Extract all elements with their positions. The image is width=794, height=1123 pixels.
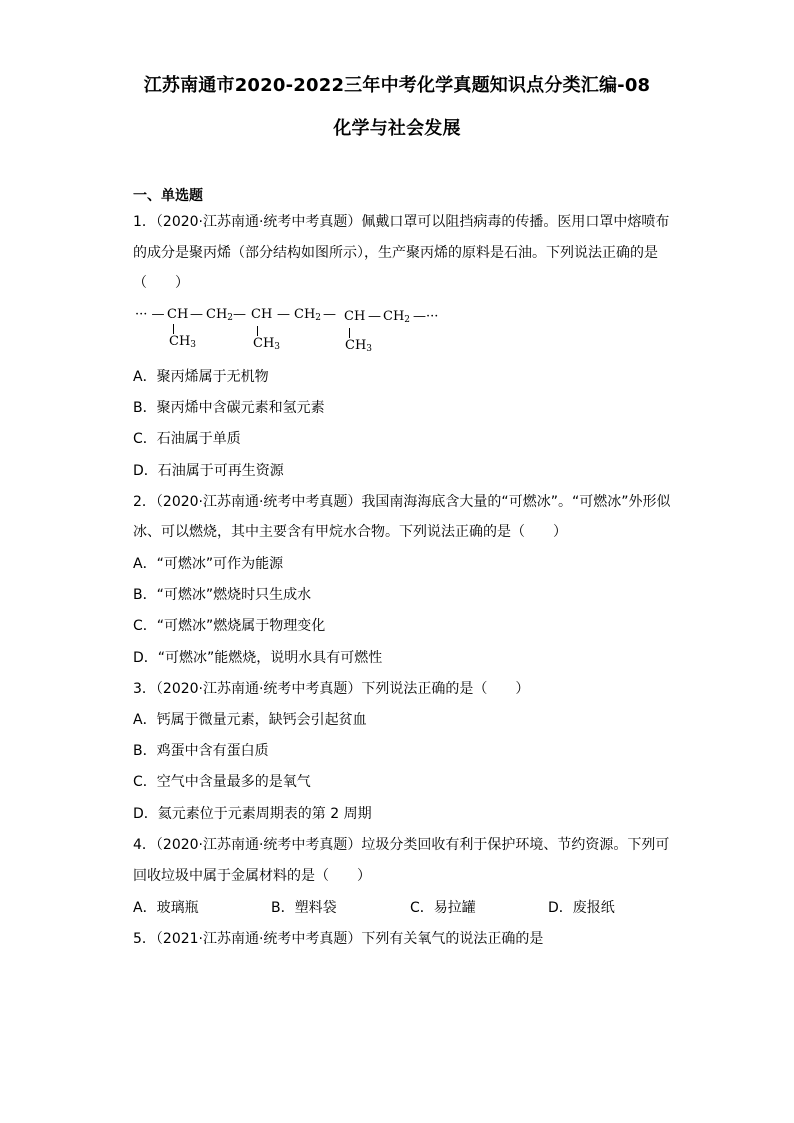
- branch-bond-1: [173, 324, 174, 334]
- q2-option-c: C．“可燃冰”燃烧属于物理变化: [133, 618, 326, 634]
- chain-ch-2: CH: [251, 307, 273, 322]
- q3-option-c: C．空气中含量最多的是氧气: [133, 774, 311, 790]
- q1-text-line1: 1．（2020·江苏南通·统考中考真题）佩戴口罩可以阻挡病毒的传播。医用口罩中熔喷布: [133, 214, 670, 230]
- q1-option-c: C．石油属于单质: [133, 431, 241, 447]
- methyl-3: $CH_3$: [345, 338, 373, 354]
- bond-4: —: [323, 307, 336, 322]
- q2-option-b: B．“可燃冰”燃烧时只生成水: [133, 587, 312, 603]
- methyl-1: $CH_3$: [169, 334, 197, 350]
- chain-ch2-2: $CH_2$: [294, 307, 322, 323]
- chain-start: ··· —: [135, 307, 165, 322]
- document-title-line1: 江苏南通市2020-2022三年中考化学真题知识点分类汇编-08: [143, 75, 651, 96]
- q4-option-b: B．塑料袋: [271, 900, 337, 916]
- branch-bond-2: [257, 326, 258, 336]
- bond-3: —: [277, 307, 290, 322]
- q4-text-line1: 4．（2020·江苏南通·统考中考真题）垃圾分类回收有利于保护环境、节约资源。下列可: [133, 837, 670, 853]
- q4-option-c: C．易拉罐: [410, 900, 476, 916]
- q1-option-b: B．聚丙烯中含碳元素和氢元素: [133, 400, 325, 416]
- q2-option-d: D．“可燃冰”能燃烧，说明水具有可燃性: [133, 650, 383, 666]
- q1-text-line3: （ ）: [133, 275, 189, 291]
- document-title-line2: 化学与社会发展: [333, 118, 461, 139]
- q4-option-d: D．废报纸: [548, 900, 615, 916]
- q1-text-line2: 的成分是聚丙烯（部分结构如图所示），生产聚丙烯的原料是石油。下列说法正确的是: [133, 245, 658, 261]
- q3-text-line1: 3．（2020·江苏南通·统考中考真题）下列说法正确的是（ ）: [133, 681, 530, 697]
- branch-bond-3: [349, 328, 350, 338]
- bond-2: —: [233, 307, 246, 322]
- bond-1: —: [190, 307, 203, 322]
- q1-option-a: A．聚丙烯属于无机物: [133, 369, 269, 385]
- q1-option-d: D．石油属于可再生资源: [133, 463, 284, 479]
- polypropylene-structure-diagram: [133, 305, 463, 355]
- bond-5: —: [368, 309, 381, 324]
- chain-ch-1: CH: [167, 307, 189, 322]
- q5-text-line1: 5．（2021·江苏南通·统考中考真题）下列有关氧气的说法正确的是: [133, 931, 544, 947]
- chain-ch2-1: $CH_2$: [206, 307, 234, 323]
- chain-ch-3: CH: [344, 309, 366, 324]
- chain-ch2-3: $CH_2$: [383, 309, 411, 325]
- q4-text-line2: 回收垃圾中属于金属材料的是（ ）: [133, 868, 371, 884]
- q2-text-line2: 冰、可以燃烧，其中主要含有甲烷水合物。下列说法正确的是（ ）: [133, 524, 567, 540]
- chain-end: —···: [413, 309, 439, 324]
- q3-option-a: A．钙属于微量元素，缺钙会引起贫血: [133, 712, 367, 728]
- q3-option-d: D．氦元素位于元素周期表的第 2 周期: [133, 806, 372, 822]
- q2-option-a: A．“可燃冰”可作为能源: [133, 556, 284, 572]
- q4-option-a: A．玻璃瓶: [133, 900, 199, 916]
- section-heading: 一、单选题: [133, 188, 203, 204]
- methyl-2: $CH_3$: [253, 336, 281, 352]
- q3-option-b: B．鸡蛋中含有蛋白质: [133, 743, 269, 759]
- q2-text-line1: 2．（2020·江苏南通·统考中考真题）我国南海海底含大量的“可燃冰”。“可燃冰”外形似: [133, 494, 671, 510]
